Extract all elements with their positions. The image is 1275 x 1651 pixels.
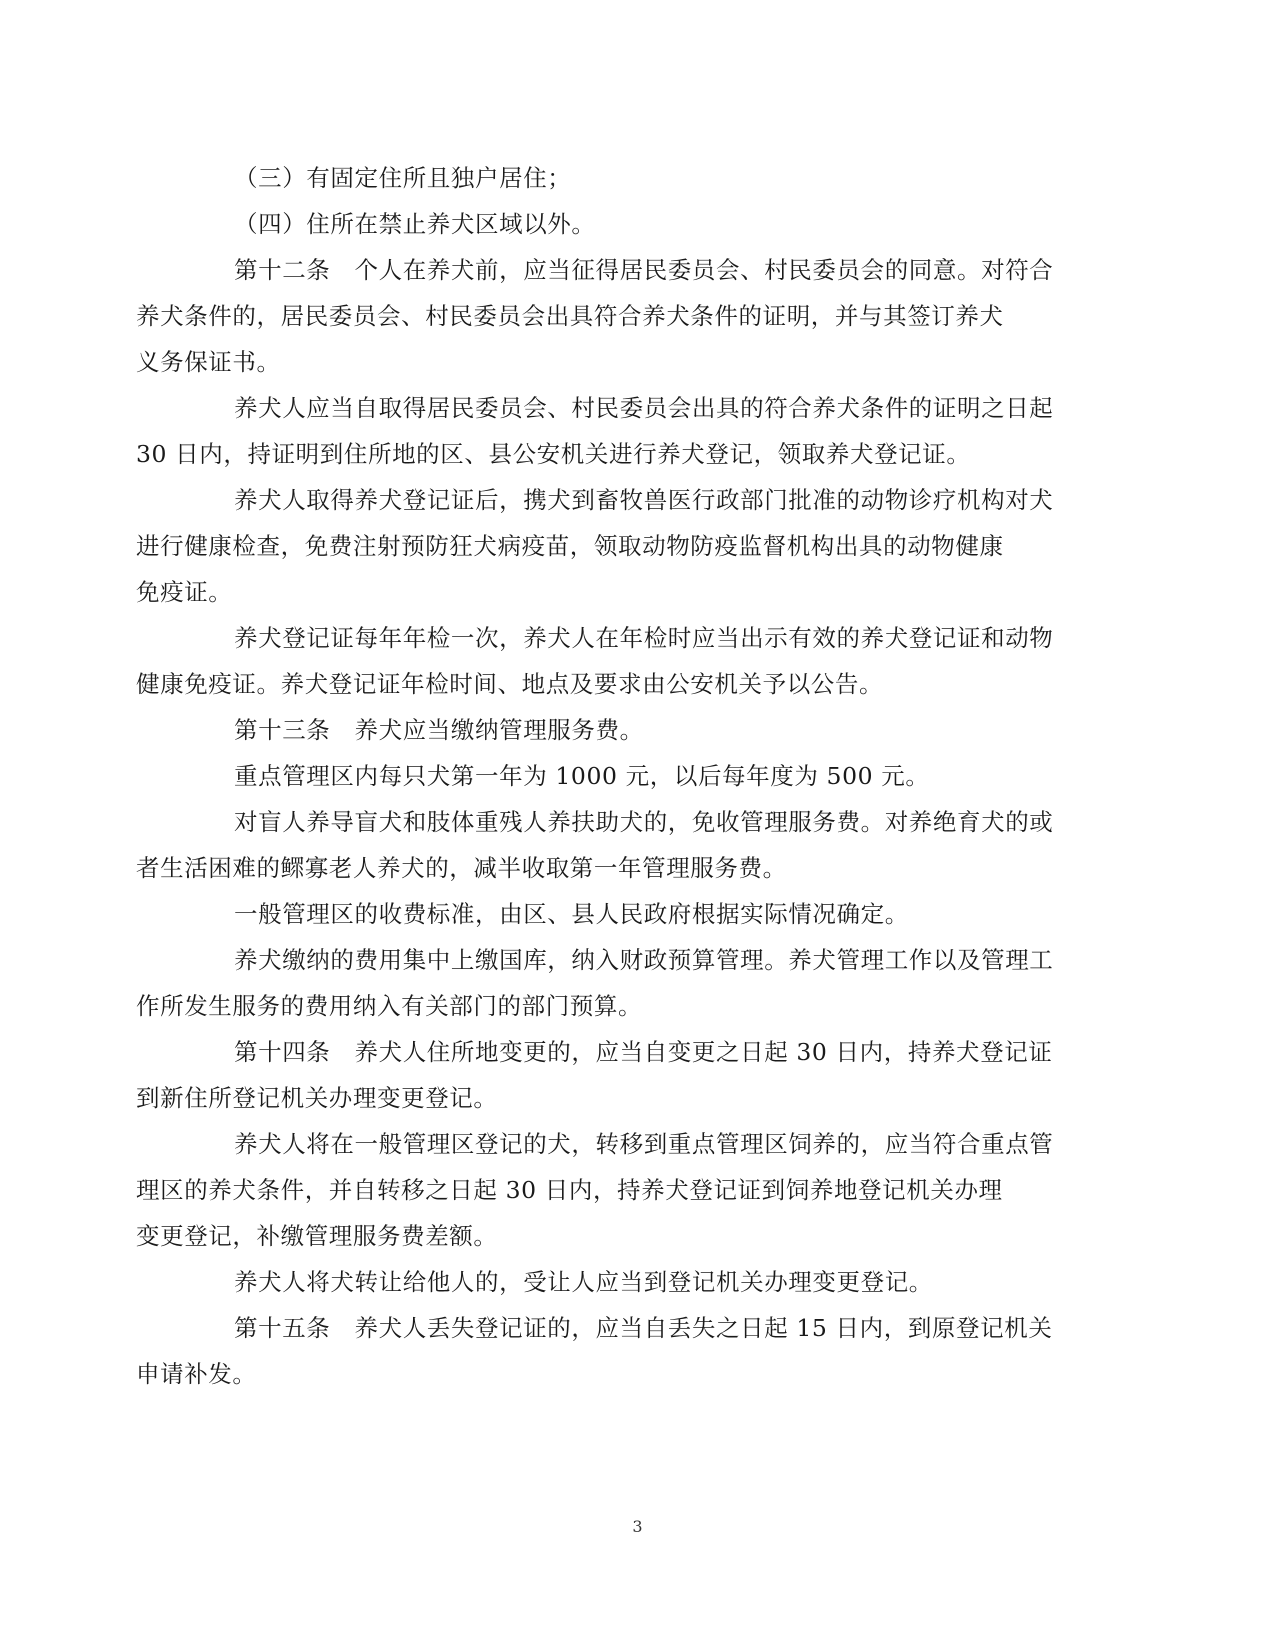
- text-line: 养犬登记证每年年检一次，养犬人在年检时应当出示有效的养犬登记证和动物: [234, 624, 1054, 652]
- paragraph: [136, 615, 1090, 707]
- text-line: 重点管理区内每只犬第一年为 1000 元，以后每年度为 500 元。: [234, 762, 930, 790]
- text-line: 养犬人将在一般管理区登记的犬，转移到重点管理区饲养的，应当符合重点管: [234, 1130, 1054, 1158]
- paragraph: [185, 891, 1090, 937]
- paragraph: [136, 385, 1090, 477]
- text-line: 者生活困难的鳏寡老人养犬的，减半收取第一年管理服务费。: [136, 854, 787, 882]
- text-line: （三）有固定住所且独户居住；: [234, 164, 572, 192]
- text-line: （四）住所在禁止养犬区域以外。: [234, 210, 596, 238]
- article-14-paragraph: [136, 1029, 1090, 1121]
- text-line: 免疫证。: [136, 578, 233, 606]
- text-line: 养犬人取得养犬登记证后，携犬到畜牧兽医行政部门批准的动物诊疗机构对犬: [234, 486, 1054, 514]
- paragraph: [185, 1259, 1090, 1305]
- text-line: 作所发生服务的费用纳入有关部门的部门预算。: [136, 992, 643, 1020]
- paragraph: [136, 799, 1090, 891]
- text-line: 养犬条件的，居民委员会、村民委员会出具符合养犬条件的证明，并与其签订养犬: [136, 302, 1004, 330]
- paragraph: [136, 937, 1090, 1029]
- text-line: 养犬人应当自取得居民委员会、村民委员会出具的符合养犬条件的证明之日起: [234, 394, 1054, 422]
- paragraph: [185, 201, 1090, 247]
- text-line: 申请补发。: [136, 1360, 257, 1388]
- text-line: 第十四条 养犬人住所地变更的，应当自变更之日起 30 日内，持养犬登记证: [234, 1038, 1053, 1066]
- text-line: 进行健康检查，免费注射预防狂犬病疫苗，领取动物防疫监督机构出具的动物健康: [136, 532, 1004, 560]
- text-line: 变更登记，补缴管理服务费差额。: [136, 1222, 498, 1250]
- text-line: 第十二条 个人在养犬前，应当征得居民委员会、村民委员会的同意。对符合: [234, 256, 1054, 284]
- paragraph: [136, 1121, 1090, 1259]
- text-line: 养犬缴纳的费用集中上缴国库，纳入财政预算管理。养犬管理工作以及管理工: [234, 946, 1054, 974]
- text-line: 理区的养犬条件，并自转移之日起 30 日内，持养犬登记证到饲养地登记机关办理: [136, 1176, 1003, 1204]
- text-line: 一般管理区的收费标准，由区、县人民政府根据实际情况确定。: [234, 900, 909, 928]
- paragraph: [185, 753, 1090, 799]
- text-line: 健康免疫证。养犬登记证年检时间、地点及要求由公安机关予以公告。: [136, 670, 884, 698]
- text-line: 对盲人养导盲犬和肢体重残人养扶助犬的，免收管理服务费。对养绝育犬的或: [234, 808, 1054, 836]
- text-line: 义务保证书。: [136, 348, 281, 376]
- text-line: 30 日内，持证明到住所地的区、县公安机关进行养犬登记，领取养犬登记证。: [136, 440, 971, 468]
- text-line: 养犬人将犬转让给他人的，受让人应当到登记机关办理变更登记。: [234, 1268, 933, 1296]
- article-15-paragraph: [136, 1305, 1090, 1397]
- article-12-paragraph: [136, 247, 1090, 385]
- text-line: 第十三条 养犬应当缴纳管理服务费。: [234, 716, 644, 744]
- page-number: 3: [632, 1517, 643, 1536]
- paragraph: [136, 477, 1090, 615]
- article-13-paragraph: [185, 707, 1090, 753]
- text-line: 到新住所登记机关办理变更登记。: [136, 1084, 498, 1112]
- text-line: 第十五条 养犬人丢失登记证的，应当自丢失之日起 15 日内，到原登记机关: [234, 1314, 1053, 1342]
- paragraph: [185, 155, 1090, 201]
